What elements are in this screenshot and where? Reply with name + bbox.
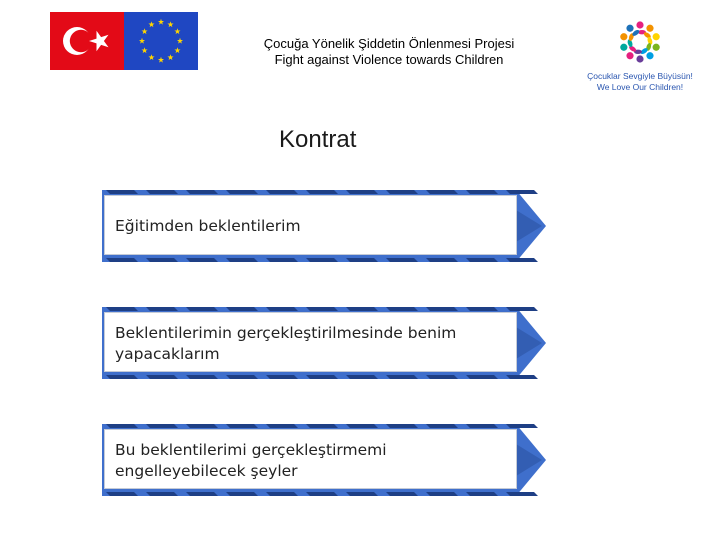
children-circle-logo-icon <box>612 14 668 68</box>
project-title <box>200 36 578 68</box>
logo-caption <box>574 71 706 93</box>
eu-flag-icon <box>124 12 198 70</box>
step-text: Beklentilerimin gerçekleştirilmesinde benim yapacaklarım <box>115 324 457 363</box>
logo-caption-tr: Çocuklar Sevgiyle Büyüsün! <box>587 71 693 81</box>
contract-step-3 <box>102 422 546 498</box>
step-text: Bu beklentilerimi gerçekleştirmemi engelleyebilecek şeyler <box>115 441 387 480</box>
step-box <box>104 312 517 372</box>
slide-title: Kontrat <box>279 126 357 153</box>
step-text: Eğitimden beklentilerim <box>115 217 301 235</box>
contract-step-2 <box>102 305 546 381</box>
contract-step-1 <box>102 188 546 264</box>
step-box <box>104 429 517 489</box>
project-title-en: Fight against Violence towards Children <box>274 52 504 67</box>
step-box <box>104 195 517 255</box>
turkey-flag-icon <box>50 12 124 70</box>
logo-caption-en: We Love Our Children! <box>596 82 684 92</box>
project-title-tr: Çocuğa Yönelik Şiddetin Önlenmesi Projesi <box>263 36 515 51</box>
